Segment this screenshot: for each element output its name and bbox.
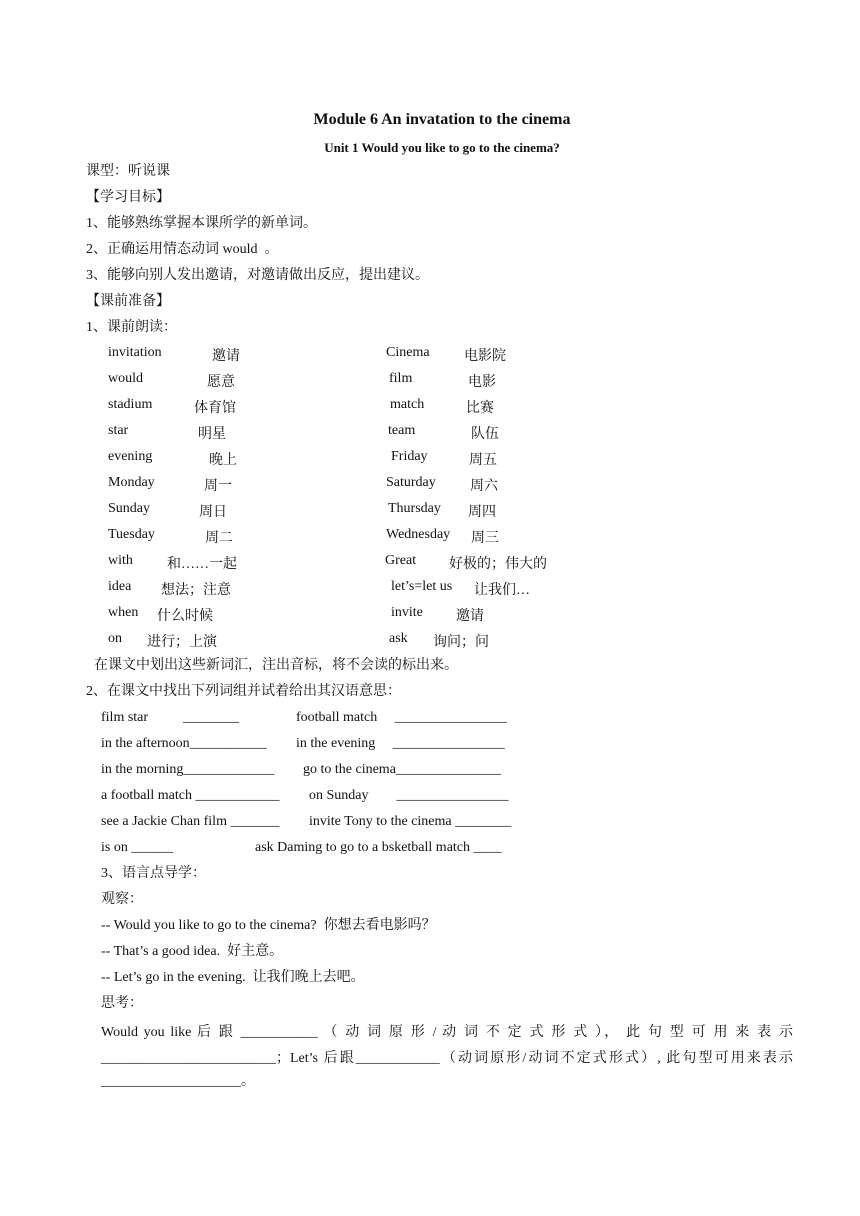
phrase-blank: go to the cinema_______________ (303, 762, 501, 777)
page-title: Module 6 An invatation to the cinema (313, 111, 571, 128)
dialogue-line: -- Let’s go in the evening. 让我们晚上去吧。 (101, 970, 365, 985)
think-line: _________________________；Let’s 后跟____________（动词原形/动词不定式形式）, 此句型可用来表示 (101, 1051, 793, 1066)
lesson-type: 课型：听说课 (86, 164, 170, 179)
think-line: Would you like 后 跟 ___________ （ 动 词 原 形 / 动 词 不 定 式 形 式 ）， 此 句 型 可 用 来 表 示 (101, 1025, 793, 1040)
phrase-blank: a football match ____________ (101, 788, 280, 803)
vocab-meaning: 体育馆 (194, 401, 236, 416)
vocab-meaning: 比赛 (466, 401, 494, 416)
vocab-word: Great (385, 553, 417, 568)
vocab-word: when (108, 605, 139, 620)
think-label: 思考： (101, 996, 143, 1011)
vocab-meaning: 周六 (470, 479, 498, 494)
vocab-word: ask (389, 631, 408, 646)
vocab-meaning: 队伍 (471, 427, 499, 442)
vocab-meaning: 晚上 (209, 453, 237, 468)
vocab-meaning: 周三 (471, 531, 499, 546)
vocab-meaning: 邀请 (212, 349, 240, 364)
vocab-word: match (390, 397, 425, 412)
vocab-word: would (108, 371, 143, 386)
page-subtitle: Unit 1 Would you like to go to the cinema? (324, 140, 560, 155)
reading-header: 1、课前朗读： (86, 320, 177, 335)
vocab-word: idea (108, 579, 132, 594)
phrase-blank: is on ______ (101, 840, 174, 855)
vocab-meaning: 邀请 (456, 609, 484, 624)
vocab-meaning: 周日 (199, 505, 227, 520)
grammar-header: 3、语言点导学： (101, 866, 206, 881)
vocab-word: Wednesday (386, 527, 451, 542)
vocab-meaning: 电影 (468, 375, 496, 390)
dialogue-line: -- Would you like to go to the cinema? 你想去看电影吗？ (101, 918, 436, 933)
vocab-word: Cinema (386, 345, 430, 360)
vocab-meaning: 让我们… (474, 583, 530, 598)
objective-item: 3、能够向别人发出邀请，对邀请做出反应，提出建议。 (86, 268, 429, 283)
vocab-word: Monday (108, 475, 155, 490)
vocab-word: evening (108, 449, 153, 464)
vocab-word: film (389, 371, 413, 386)
vocab-word: Sunday (108, 501, 150, 516)
vocab-note: 在课文中划出这些新词汇，注出音标，将不会读的标出来。 (94, 658, 458, 673)
objective-item: 2、正确运用情态动词 would 。 (86, 242, 279, 257)
think-line: ____________________。 (101, 1074, 255, 1089)
vocab-meaning: 好极的；伟大的 (449, 557, 547, 572)
phrase-blank: football match ________________ (296, 710, 507, 725)
vocab-meaning: 周五 (469, 453, 497, 468)
vocab-meaning: 询问；问 (433, 635, 489, 650)
vocab-word: stadium (108, 397, 153, 412)
vocab-meaning: 进行；上演 (147, 635, 217, 650)
vocab-word: Friday (391, 449, 428, 464)
vocab-meaning: 周二 (205, 531, 233, 546)
vocab-meaning: 周四 (468, 505, 496, 520)
vocab-meaning: 周一 (204, 479, 232, 494)
phrase-blank: invite Tony to the cinema ________ (309, 814, 512, 829)
phrase-blank: see a Jackie Chan film _______ (101, 814, 280, 829)
phrase-blank: ask Daming to go to a bsketball match ____ (255, 840, 502, 855)
phrase-blank: on Sunday ________________ (309, 788, 509, 803)
prep-header: 【课前准备】 (86, 294, 170, 309)
vocab-word: on (108, 631, 122, 646)
vocab-word: star (108, 423, 129, 438)
vocab-word: with (108, 553, 133, 568)
objectives-header: 【学习目标】 (86, 190, 170, 205)
vocab-meaning: 想法；注意 (161, 583, 231, 598)
vocab-word: Thursday (388, 501, 441, 516)
vocab-meaning: 和……一起 (167, 557, 237, 572)
vocab-word: Saturday (386, 475, 436, 490)
vocab-word: team (388, 423, 416, 438)
phrase-blank: in the morning_____________ (101, 762, 275, 777)
vocab-meaning: 愿意 (207, 375, 235, 390)
phrases-header: 2、在课文中找出下列词组并试着给出其汉语意思： (86, 684, 401, 699)
vocab-word: Tuesday (108, 527, 155, 542)
vocab-meaning: 什么时候 (157, 609, 213, 624)
vocab-word: invite (391, 605, 423, 620)
vocab-meaning: 电影院 (464, 349, 506, 364)
phrase-blank: in the evening ________________ (296, 736, 505, 751)
phrase-blank: in the afternoon___________ (101, 736, 267, 751)
vocab-meaning: 明星 (198, 427, 226, 442)
dialogue-line: -- That’s a good idea. 好主意。 (101, 944, 284, 959)
objective-item: 1、能够熟练掌握本课所学的新单词。 (86, 216, 317, 231)
vocab-word: invitation (108, 345, 162, 360)
vocab-word: let’s=let us (391, 579, 453, 594)
phrase-blank: film star ________ (101, 710, 240, 725)
observe-label: 观察： (101, 892, 143, 907)
